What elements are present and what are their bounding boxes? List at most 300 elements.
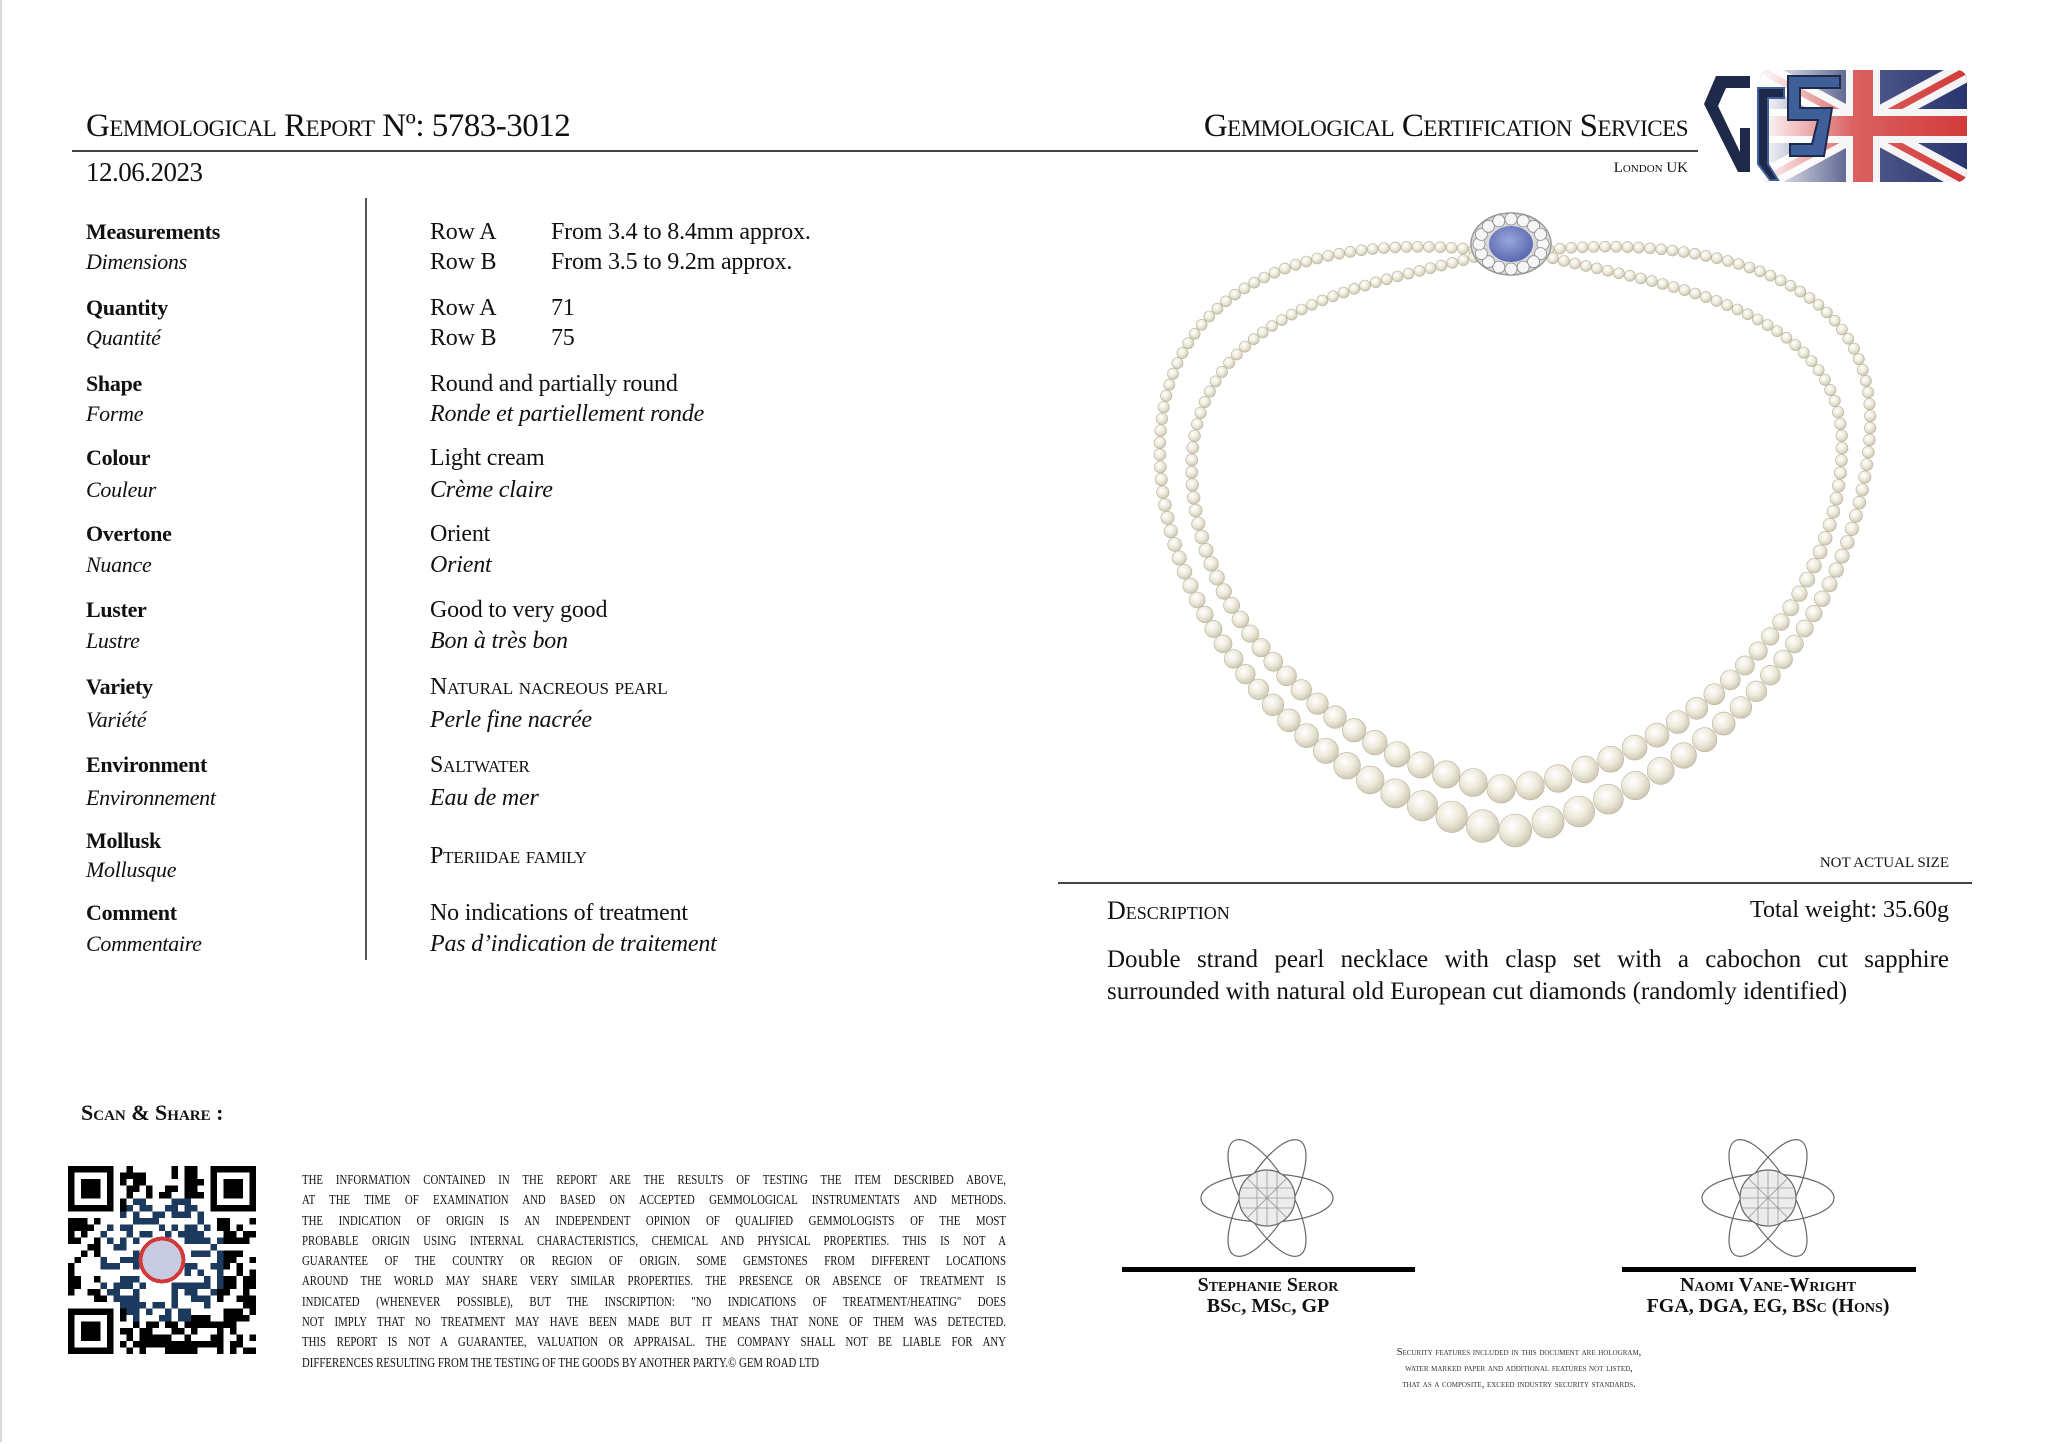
pearl	[1621, 771, 1649, 799]
pearl	[1177, 347, 1188, 358]
qr-module	[191, 1296, 197, 1302]
qr-module	[191, 1224, 197, 1230]
qr-module	[230, 1283, 236, 1289]
signatory-name: Naomi Vane-Wright	[1679, 1274, 1857, 1296]
qr-module	[87, 1185, 93, 1191]
qr-module	[191, 1289, 197, 1295]
qr-module	[165, 1185, 171, 1191]
pearl	[1864, 398, 1875, 409]
pearl	[1183, 338, 1194, 349]
pearl	[1722, 300, 1733, 311]
description-divider	[1058, 882, 1972, 884]
qr-module	[120, 1302, 126, 1308]
qr-module	[211, 1198, 217, 1204]
qr-module	[107, 1185, 113, 1191]
qr-module	[178, 1328, 184, 1334]
qr-module	[74, 1205, 80, 1211]
qr-module	[81, 1348, 87, 1354]
qr-module	[133, 1211, 139, 1217]
field-label-fr: Nuance	[86, 552, 152, 577]
qr-module	[100, 1283, 106, 1289]
pearl	[1324, 706, 1347, 729]
pearl	[1555, 243, 1566, 254]
qr-module	[217, 1276, 223, 1282]
qr-module	[178, 1348, 184, 1354]
pearl	[1189, 504, 1202, 517]
qr-module	[237, 1315, 243, 1321]
qr-module	[81, 1192, 87, 1198]
qr-module	[230, 1205, 236, 1211]
diamond	[1505, 263, 1517, 275]
pearl	[1338, 287, 1349, 298]
qr-module	[133, 1172, 139, 1178]
qr-module	[74, 1309, 80, 1315]
pearl	[1830, 492, 1843, 505]
field-label-fr: Dimensions	[86, 249, 187, 274]
pearl	[1381, 274, 1392, 285]
qr-module	[185, 1172, 191, 1178]
qr-module	[68, 1341, 74, 1347]
qr-module	[224, 1283, 230, 1289]
pearl	[1835, 549, 1849, 563]
qr-module	[211, 1341, 217, 1347]
qr-module	[243, 1276, 249, 1282]
qr-module	[204, 1276, 210, 1282]
qr-module	[243, 1166, 249, 1172]
pearl	[1818, 531, 1832, 545]
pearl	[1785, 635, 1803, 653]
qr-module	[211, 1179, 217, 1185]
pearl	[1221, 296, 1232, 307]
qr-module	[198, 1283, 204, 1289]
pearl	[1722, 256, 1733, 267]
pearl	[1711, 295, 1722, 306]
diamond	[1517, 261, 1529, 273]
field-value: Good to very good	[430, 597, 608, 623]
qr-module	[185, 1205, 191, 1211]
qr-module	[191, 1348, 197, 1354]
field-value-fr: Ronde et partiellement ronde	[430, 401, 705, 427]
qr-module	[126, 1166, 132, 1172]
qr-module	[68, 1166, 74, 1172]
qr-module	[230, 1185, 236, 1191]
qr-module	[211, 1322, 217, 1328]
qr-module	[126, 1276, 132, 1282]
field-value-fr: Eau de mer	[430, 785, 539, 811]
qr-module	[126, 1192, 132, 1198]
qr-module	[146, 1231, 152, 1237]
signature-line	[1122, 1267, 1415, 1272]
qr-module	[224, 1289, 230, 1295]
qr-module	[185, 1289, 191, 1295]
qr-module	[68, 1263, 74, 1269]
qr-module	[159, 1211, 165, 1217]
diamond	[1505, 213, 1517, 225]
disclaimer-line: NOT IMPLY THAT NO TREATMENT MAY HAVE BEEN MADE BUT IT MEANS THAT NONE OF THEM WAS DETECTED.	[302, 1314, 1006, 1330]
qr-module	[146, 1341, 152, 1347]
qr-module	[107, 1289, 113, 1295]
pearl	[1154, 437, 1166, 449]
qr-module	[107, 1322, 113, 1328]
pearl	[1291, 680, 1312, 701]
clasp	[1471, 213, 1551, 275]
qr-module	[152, 1322, 158, 1328]
pearl	[1693, 728, 1717, 752]
pearl	[1317, 295, 1328, 306]
qr-module	[224, 1315, 230, 1321]
pearl	[1689, 248, 1700, 259]
pearl	[1436, 260, 1447, 271]
qr-module	[191, 1315, 197, 1321]
disclaimer-line: THE INDICATION OF ORIGIN IS AN INDEPENDENT OPINION OF QUALIFIED GEMMOLOGISTS OF THE MOST	[302, 1212, 1006, 1228]
qr-module	[87, 1192, 93, 1198]
pearl	[1408, 752, 1434, 778]
field-label-fr: Mollusque	[86, 857, 177, 882]
qr-module	[191, 1231, 197, 1237]
pearl	[1772, 326, 1783, 337]
pearl	[1622, 735, 1647, 760]
qr-module	[185, 1335, 191, 1341]
qr-module	[68, 1185, 74, 1191]
pearl	[1813, 299, 1824, 310]
qr-module	[198, 1341, 204, 1347]
pearl	[1843, 333, 1854, 344]
pearl	[1785, 280, 1796, 291]
qr-module	[113, 1244, 119, 1250]
qr-module	[133, 1237, 139, 1243]
pearl	[1191, 418, 1203, 430]
qr-module	[87, 1244, 93, 1250]
pearl	[1558, 256, 1569, 267]
field-label: Luster	[86, 597, 147, 622]
qr-module	[217, 1341, 223, 1347]
qr-module	[100, 1348, 106, 1354]
pearl	[1742, 309, 1753, 320]
field-label-fr: Quantité	[86, 325, 161, 350]
qr-module	[237, 1185, 243, 1191]
qr-module	[94, 1237, 100, 1243]
field-value: Saltwater	[430, 752, 530, 778]
field-label: Colour	[86, 445, 151, 470]
diamond	[1535, 228, 1547, 240]
qr-module	[191, 1341, 197, 1347]
qr-module	[172, 1205, 178, 1211]
disclaimer-line: GUARANTEE OF THE COUNTRY OR REGION OF ORIGIN. SOME GEMSTONES FROM DIFFERENT LOCATIONS	[302, 1253, 1006, 1269]
pearl	[1730, 697, 1752, 719]
pearl	[1367, 244, 1378, 255]
qr-module	[172, 1211, 178, 1217]
field-label: Environment	[86, 752, 207, 777]
total-weight: Total weight: 35.60g	[1750, 897, 1949, 923]
pearl	[1656, 244, 1667, 255]
qr-module	[224, 1237, 230, 1243]
qr-module	[120, 1237, 126, 1243]
qr-module	[230, 1322, 236, 1328]
pearl	[1790, 339, 1801, 350]
qr-module	[224, 1224, 230, 1230]
qr-module	[68, 1289, 74, 1295]
pearl	[1671, 743, 1697, 769]
qr-module	[107, 1237, 113, 1243]
qr-module	[172, 1289, 178, 1295]
pearl	[1580, 260, 1591, 271]
qr-module	[81, 1166, 87, 1172]
qr-module	[68, 1231, 74, 1237]
pearl	[1154, 461, 1166, 473]
qr-module	[178, 1341, 184, 1347]
qr-module	[191, 1250, 197, 1256]
signature-line	[1622, 1267, 1916, 1272]
field-label-fr: Couleur	[86, 477, 157, 502]
qr-module	[81, 1218, 87, 1224]
pearl	[1407, 791, 1437, 821]
qr-module	[68, 1270, 74, 1276]
diamond	[1493, 215, 1505, 227]
qr-module	[120, 1244, 126, 1250]
qr-module	[107, 1348, 113, 1354]
qr-module	[120, 1172, 126, 1178]
pearl	[1712, 712, 1735, 735]
pearl	[1602, 265, 1613, 276]
pearl	[1783, 600, 1799, 616]
field-value-fr: Perle fine nacrée	[430, 707, 592, 733]
pearl	[1459, 769, 1487, 797]
pearl	[1212, 303, 1223, 314]
pearl	[1267, 321, 1278, 332]
qr-module	[107, 1341, 113, 1347]
pearl	[1807, 558, 1822, 573]
pearl	[1704, 684, 1725, 705]
qr-module	[204, 1237, 210, 1243]
pearl	[1792, 586, 1808, 602]
row-key: Row B	[430, 249, 497, 275]
qr-module	[250, 1231, 256, 1237]
qr-module	[204, 1302, 210, 1308]
pearl	[1360, 280, 1371, 291]
field-label: Quantity	[86, 295, 168, 320]
signatory-name: Stephanie Seror	[1197, 1274, 1339, 1296]
qr-module	[126, 1309, 132, 1315]
qr-module	[224, 1205, 230, 1211]
pearl	[1732, 304, 1743, 315]
pearl	[1735, 656, 1754, 675]
pearl	[1862, 446, 1874, 458]
pearl	[1836, 442, 1848, 454]
pearl	[1821, 307, 1832, 318]
pearl	[1829, 563, 1844, 578]
field-label-fr: Lustre	[86, 628, 140, 653]
field-value: Round and partially round	[430, 371, 678, 397]
pearl	[1164, 524, 1178, 538]
qr-code[interactable]	[68, 1166, 256, 1354]
pearl	[1195, 407, 1207, 419]
signatory-credentials: BSc, MSc, GP	[1206, 1295, 1330, 1317]
qr-module	[81, 1224, 87, 1230]
qr-module	[126, 1348, 132, 1354]
qr-module	[146, 1192, 152, 1198]
field-label: Overtone	[86, 521, 172, 546]
qr-module	[191, 1172, 197, 1178]
qr-module	[159, 1192, 165, 1198]
qr-module	[178, 1315, 184, 1321]
qr-module	[191, 1205, 197, 1211]
pearl	[1370, 277, 1381, 288]
pearl	[1216, 584, 1232, 600]
pearl	[1755, 266, 1766, 277]
qr-module	[230, 1192, 236, 1198]
qr-module	[178, 1309, 184, 1315]
qr-module	[198, 1231, 204, 1237]
signatory-credentials: FGA, DGA, EG, BSc (Hons)	[1646, 1295, 1890, 1317]
qr-module	[133, 1218, 139, 1224]
pearl	[1161, 511, 1174, 524]
pearl	[1860, 375, 1871, 386]
qr-module	[100, 1231, 106, 1237]
pearl	[1312, 253, 1323, 264]
pearl	[1761, 665, 1781, 685]
qr-module	[120, 1257, 126, 1263]
qr-module	[87, 1205, 93, 1211]
qr-module	[133, 1302, 139, 1308]
qr-module	[152, 1211, 158, 1217]
qr-module	[68, 1179, 74, 1185]
qr-module	[133, 1296, 139, 1302]
pearl	[1781, 332, 1792, 343]
pearl	[1864, 410, 1876, 422]
qr-module	[198, 1315, 204, 1321]
pearl	[1733, 259, 1744, 270]
pearl	[1667, 245, 1678, 256]
qr-module	[68, 1328, 74, 1334]
qr-module	[217, 1237, 223, 1243]
pearl	[1836, 324, 1847, 335]
pearl	[1840, 536, 1854, 550]
pearl	[1611, 241, 1622, 252]
qr-module	[230, 1309, 236, 1315]
qr-module	[230, 1348, 236, 1354]
qr-module	[146, 1328, 152, 1334]
qr-module	[217, 1328, 223, 1334]
qr-module	[100, 1309, 106, 1315]
pearl	[1647, 757, 1674, 784]
qr-module	[146, 1218, 152, 1224]
qr-module	[172, 1328, 178, 1334]
qr-module	[191, 1322, 197, 1328]
qr-module	[230, 1328, 236, 1334]
qr-module	[94, 1205, 100, 1211]
qr-module	[107, 1263, 113, 1269]
qr-module	[146, 1335, 152, 1341]
qr-module	[120, 1283, 126, 1289]
pearl	[1864, 434, 1876, 446]
pearl	[1499, 814, 1532, 847]
qr-module	[94, 1276, 100, 1282]
qr-module	[237, 1250, 243, 1256]
qr-module	[172, 1172, 178, 1178]
qr-module	[87, 1335, 93, 1341]
qr-module	[198, 1192, 204, 1198]
qr-module	[133, 1250, 139, 1256]
disclaimer-line: THIS REPORT IS NOT A GUARANTEE, VALUATION OR APPRAISAL. THE COMPANY SHALL NOT BE LIABLE FOR ANY	[302, 1334, 1006, 1350]
pearl	[1446, 242, 1457, 253]
pearl	[1487, 775, 1516, 804]
pearl	[1848, 343, 1859, 354]
qr-module	[211, 1244, 217, 1250]
row-key: Row B	[430, 325, 497, 351]
pearl	[1155, 473, 1167, 485]
qr-module	[237, 1224, 243, 1230]
pearl	[1775, 275, 1786, 286]
qr-module	[217, 1270, 223, 1276]
qr-module	[250, 1166, 256, 1172]
qr-module	[139, 1328, 145, 1334]
pearl	[1424, 241, 1435, 252]
qr-module	[139, 1335, 145, 1341]
qr-module	[172, 1185, 178, 1191]
qr-module	[185, 1283, 191, 1289]
disclaimer-line: THE INFORMATION CONTAINED IN THE REPORT ARE THE RESULTS OF TESTING THE ITEM DESCRIBED ABOVE,	[302, 1172, 1006, 1187]
qr-module	[165, 1322, 171, 1328]
qr-module	[211, 1185, 217, 1191]
qr-module	[107, 1328, 113, 1334]
qr-module	[211, 1335, 217, 1341]
qr-module	[120, 1341, 126, 1347]
row-value: From 3.4 to 8.4mm approx.	[551, 219, 811, 245]
qr-module	[224, 1179, 230, 1185]
qr-module	[120, 1198, 126, 1204]
qr-module	[74, 1348, 80, 1354]
qr-module	[250, 1270, 256, 1276]
qr-module	[146, 1185, 152, 1191]
qr-module	[243, 1237, 249, 1243]
field-label: Comment	[86, 900, 177, 925]
qr-module	[68, 1224, 74, 1230]
qr-module	[250, 1185, 256, 1191]
field-value: Pteriidae family	[430, 842, 587, 869]
pearl	[1161, 390, 1172, 401]
qr-module	[68, 1322, 74, 1328]
qr-module	[237, 1237, 243, 1243]
pearl	[1435, 242, 1446, 253]
pearl	[1216, 366, 1227, 377]
pearl	[1224, 357, 1235, 368]
pearl	[1204, 557, 1219, 572]
pearl	[1569, 258, 1580, 269]
qr-module	[230, 1166, 236, 1172]
pearl	[1189, 328, 1200, 339]
qr-module	[237, 1263, 243, 1269]
qr-module	[204, 1296, 210, 1302]
pearl	[1189, 592, 1205, 608]
pearl	[1154, 449, 1166, 461]
qr-module	[243, 1348, 249, 1354]
pearl	[1773, 614, 1790, 631]
pearl	[1436, 801, 1468, 833]
qr-module	[191, 1328, 197, 1334]
pearl	[1334, 248, 1345, 259]
qr-module	[139, 1341, 145, 1347]
qr-module	[224, 1276, 230, 1282]
qr-module	[224, 1257, 230, 1263]
qr-module	[172, 1283, 178, 1289]
qr-module	[133, 1309, 139, 1315]
pearl	[1466, 810, 1499, 843]
pearl	[1861, 459, 1873, 471]
qr-module	[81, 1309, 87, 1315]
qr-module	[68, 1283, 74, 1289]
qr-module	[204, 1322, 210, 1328]
pearl	[1744, 262, 1755, 273]
